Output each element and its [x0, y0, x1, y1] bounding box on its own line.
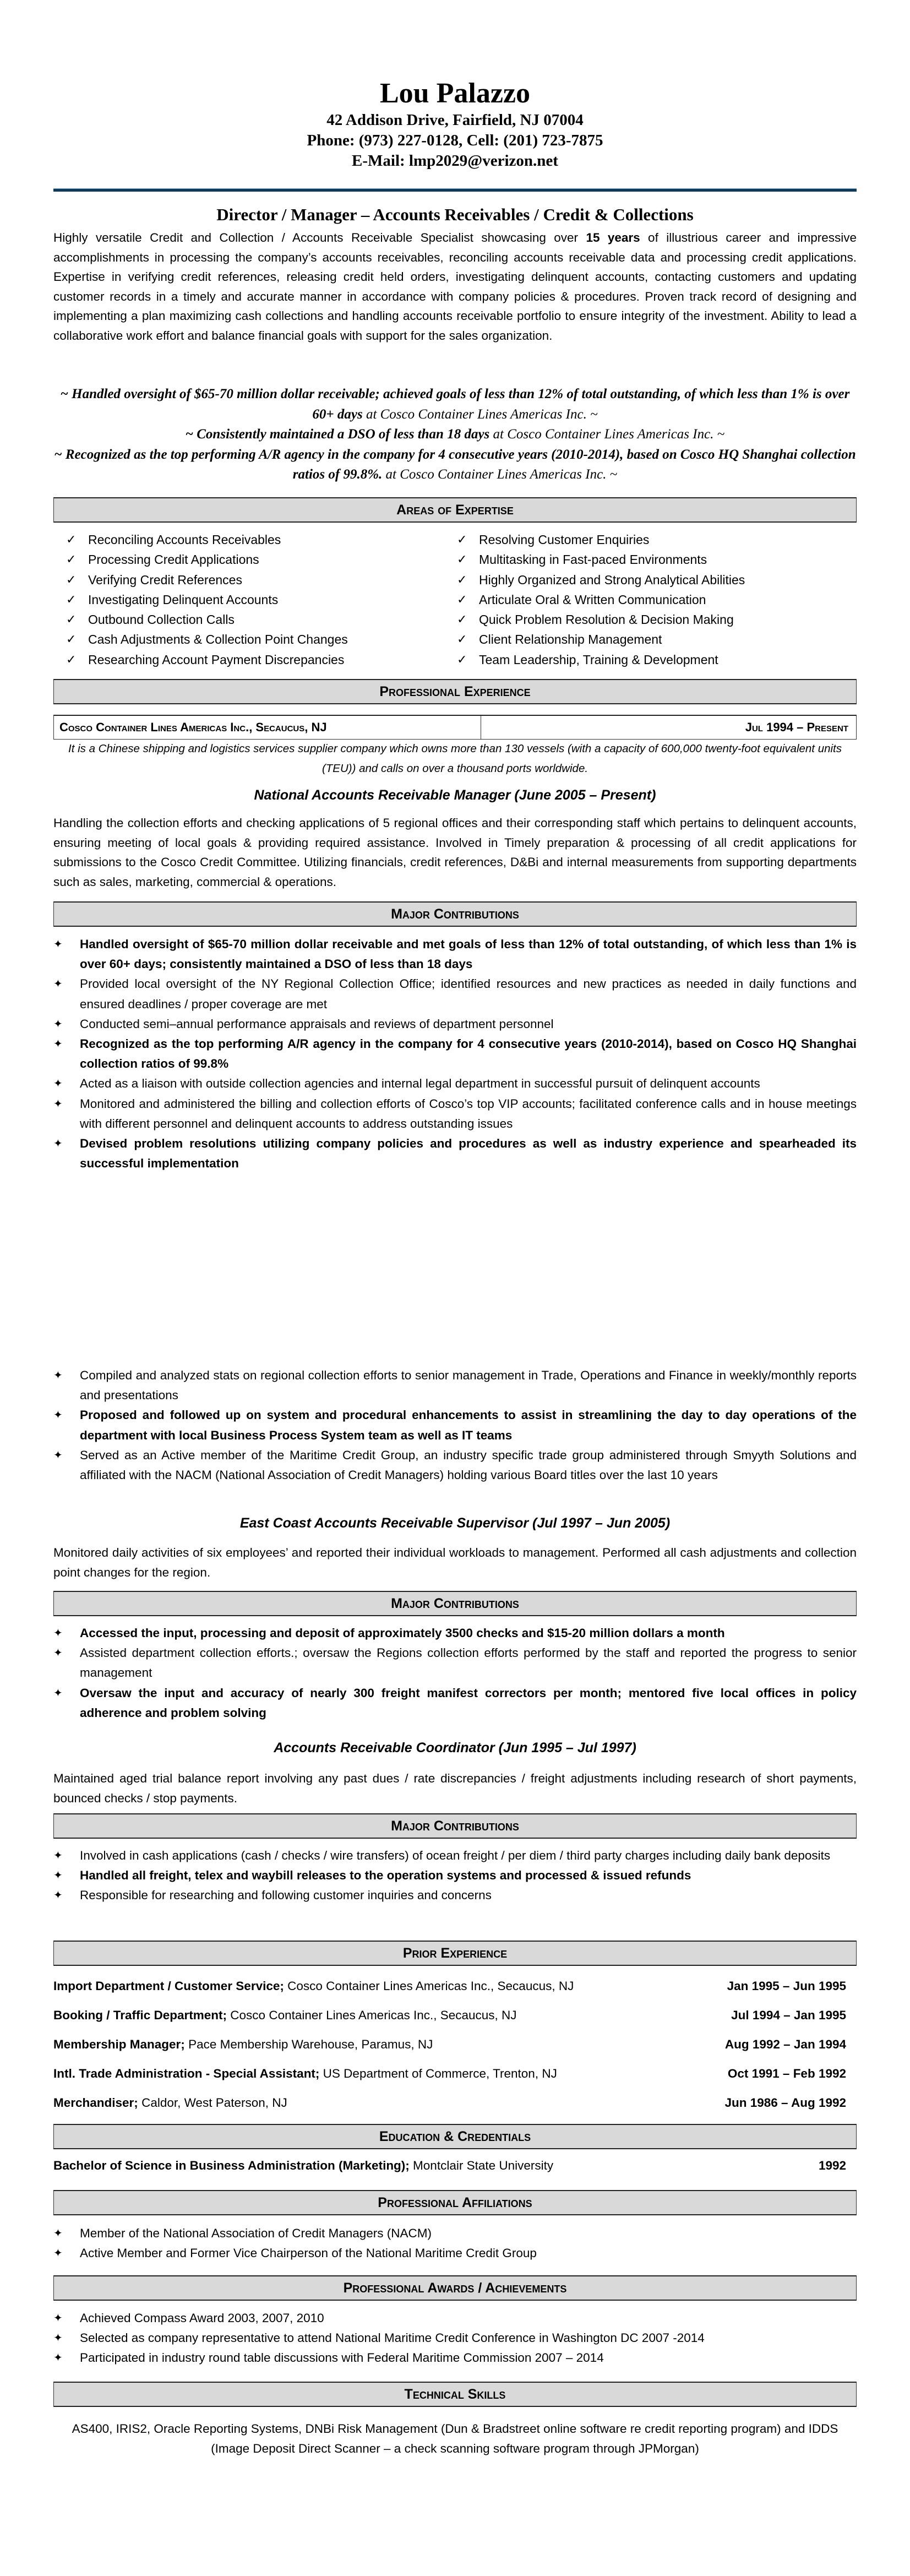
- summary-text-cont: of illustrious career and impressive accomplishments in processing the company’s accounts receivables, reconciling accounts receivable data and processing credit applications. Expertise in verifying credit references, releasing credit held orders, investigating delinquent accounts, contacting customers and updating customer records in a timely and accurate manner in accordance with company policies & procedures. Proven track record of designing and implementing a plan maximizing cash collections and handling accounts receivable portfolio to ensure integrity of the investment. Ability to lead a collaborative work effort and balance financial goals with support for the sales organization.: [53, 231, 857, 343]
- awards-list: [53, 2308, 857, 2368]
- contribution-item: [53, 1885, 857, 1905]
- award-text: Selected as company representative to attend National Maritime Credit Conference in Washington DC 2007 -2014: [80, 2331, 705, 2345]
- prior-org: Cosco Container Lines Americas Inc., Secaucus, NJ: [284, 1979, 574, 1993]
- star-bullet-icon: ✦: [53, 1409, 63, 1422]
- highlight-3: [53, 445, 857, 485]
- expertise-label: Reconciling Accounts Receivables: [88, 532, 281, 547]
- expertise-item: [66, 590, 457, 610]
- contribution-text: Compiled and analyzed stats on regional collection efforts to senior management in Trade, Operations and Finance in weekly/monthly reports and presentations: [80, 1368, 857, 1403]
- prior-role: Intl. Trade Administration - Special Assistant;: [53, 2067, 320, 2080]
- highlight-bold: ~ Handled oversight of $65-70 million dollar receivable; achieved goals of less than 12% of total outstanding, of which less than 1% is over 60+ days: [60, 387, 850, 422]
- summary-text: Highly versatile Credit and Collection / Accounts Receivable Specialist showcasing over: [53, 231, 586, 244]
- check-icon: ✓: [66, 532, 77, 546]
- expertise-item: [457, 629, 848, 649]
- graduation-year: 1992: [818, 2159, 846, 2172]
- expertise-item: [66, 570, 457, 590]
- highlight-1: [53, 384, 857, 425]
- contribution-text: Responsible for researching and following customer inquiries and concerns: [80, 1888, 492, 1903]
- role-summary-3: Maintained aged trial balance report involving any past dues / rate discrepancies / freight adjustments including research of short payments, bounced checks / stop payments.: [53, 1771, 857, 1805]
- section-header-major-contributions-2: Major Contributions: [53, 1591, 857, 1616]
- award-item: [53, 2348, 857, 2368]
- star-bullet-icon: ✦: [53, 2312, 63, 2324]
- contributions-list-3: [53, 1846, 857, 1906]
- contribution-item: [53, 934, 857, 974]
- contribution-item: [53, 974, 857, 1014]
- section-header-prior-experience: Prior Experience: [53, 1941, 857, 1966]
- section-header-major-contributions-3: Major Contributions: [53, 1813, 857, 1839]
- affiliation-text: Active Member and Former Vice Chairperson of the National Maritime Credit Group: [80, 2246, 537, 2260]
- contribution-text: Recognized as the top performing A/R agency in the company for 4 consecutive years (2010-2014), based on Cosco HQ Shanghai collection ratios of 99.8%: [80, 1037, 857, 1071]
- contribution-text: Monitored and administered the billing and collection efforts of Cosco’s top VIP accounts; facilitated conference calls and in house meetings with different personnel and delinquent accounts to address outstanding issues: [80, 1096, 857, 1131]
- prior-role: Membership Manager;: [53, 2037, 185, 2051]
- contribution-text: Devised problem resolutions utilizing company policies and procedures as well as industry experience and spearheaded its successful implementation: [80, 1137, 857, 1171]
- check-icon: ✓: [66, 592, 77, 606]
- affiliations-list: [53, 2224, 857, 2263]
- degree: Bachelor of Science in Business Administration (Marketing);: [53, 2159, 410, 2172]
- check-icon: ✓: [457, 532, 467, 546]
- prior-dates: Jul 1994 – Jan 1995: [731, 2008, 846, 2022]
- prior-role: Merchandiser;: [53, 2096, 138, 2110]
- expertise-item: [457, 530, 848, 550]
- prior-org: US Department of Commerce, Trenton, NJ: [319, 2067, 557, 2080]
- highlight-bold: ~ Consistently maintained a DSO of less than 18 days: [185, 427, 490, 442]
- prior-dates: Oct 1991 – Feb 1992: [727, 2067, 846, 2080]
- check-icon: ✓: [66, 552, 77, 567]
- affiliation-item: [53, 2243, 857, 2263]
- highlight-rest: at Cosco Container Lines Americas Inc. ~: [489, 427, 725, 442]
- contribution-item: [53, 1643, 857, 1683]
- prior-org: Pace Membership Warehouse, Paramus, NJ: [184, 2037, 433, 2051]
- star-bullet-icon: ✦: [53, 1097, 63, 1110]
- expertise-label: Researching Account Payment Discrepancies: [88, 652, 345, 667]
- contribution-item: [53, 1074, 857, 1094]
- prior-role-row: [53, 2030, 846, 2059]
- contribution-item: [53, 1014, 857, 1034]
- company-name: Cosco Container Lines Americas Inc., Secaucus, NJ: [54, 716, 481, 739]
- prior-role: Import Department / Customer Service;: [53, 1979, 284, 1993]
- check-icon: ✓: [66, 572, 77, 586]
- contribution-text: Handled oversight of $65-70 million dollar receivable and met goals of less than 12% of total outstanding, of which less than 1% is over 60+ days; consistently maintained a DSO of less than 18 days: [80, 937, 857, 971]
- expertise-label: Highly Organized and Strong Analytical Abilities: [479, 572, 745, 587]
- contribution-text: Oversaw the input and accuracy of nearly 300 freight manifest correctors per month; mentored five local offices in policy adherence and problem solving: [80, 1686, 857, 1720]
- star-bullet-icon: ✦: [53, 1850, 63, 1862]
- contribution-item: [53, 1366, 857, 1405]
- section-header-expertise: Areas of Expertise: [53, 497, 857, 523]
- star-bullet-icon: ✦: [53, 938, 63, 950]
- star-bullet-icon: ✦: [53, 978, 63, 991]
- prior-org: Cosco Container Lines Americas Inc., Secaucus, NJ: [227, 2008, 517, 2022]
- section-header-education: Education & Credentials: [53, 2124, 857, 2149]
- expertise-left-column: [66, 530, 457, 670]
- star-bullet-icon: ✦: [53, 1869, 63, 1882]
- contribution-text: Accessed the input, processing and deposit of approximately 3500 checks and $15-20 million dollars a month: [80, 1626, 725, 1640]
- company-description: It is a Chinese shipping and logistics services supplier company which owns more than 130 vessels (with a capacity of 600,000 twenty-foot equivalent units (TEU)) and calls on over a thousand ports worldwide.: [68, 742, 842, 775]
- expertise-item: [457, 570, 848, 590]
- contribution-item: [53, 1034, 857, 1074]
- prior-dates: Jan 1995 – Jun 1995: [727, 1979, 846, 1993]
- expertise-item: [457, 610, 848, 629]
- contributions-list-1a: [53, 934, 857, 1173]
- star-bullet-icon: ✦: [53, 1078, 63, 1090]
- prior-dates: Jun 1986 – Aug 1992: [724, 2096, 846, 2110]
- role-summary-1: Handling the collection efforts and checking applications of 5 regional offices and their corresponding staff which pertains to delinquent accounts, ensuring meeting of local goals & providing required assistance. Involved in Timely preparation & processing of all credit applications for submissions to the Cosco Credit Committee. Utilizing financials, credit references, D&Bi and internal measurements from supporting departments such as sales, marketing, commercial & operations.: [53, 816, 857, 889]
- contribution-text: Proposed and followed up on system and procedural enhancements to assist in streamlining the day to day operations of the department with local Business Process System team as well as IT teams: [80, 1408, 857, 1442]
- highlight-2: [53, 425, 857, 445]
- expertise-item: [66, 629, 457, 649]
- contributions-list-1b: [53, 1366, 857, 1485]
- award-item: [53, 2308, 857, 2328]
- star-bullet-icon: ✦: [53, 2247, 63, 2260]
- address: 42 Addison Drive, Fairfield, NJ 07004: [326, 111, 584, 129]
- prior-role-row: [53, 2088, 846, 2117]
- prior-dates: Aug 1992 – Jan 1994: [724, 2037, 846, 2051]
- school: Montclair State University: [409, 2159, 554, 2172]
- star-bullet-icon: ✦: [53, 1038, 63, 1051]
- summary-highlight: 15 years: [586, 231, 640, 244]
- expertise-label: Resolving Customer Enquiries: [479, 532, 650, 547]
- check-icon: ✓: [457, 652, 467, 666]
- contribution-item: [53, 1405, 857, 1445]
- candidate-name: Lou Palazzo: [380, 78, 530, 109]
- check-icon: ✓: [457, 552, 467, 567]
- star-bullet-icon: ✦: [53, 1627, 63, 1639]
- key-highlights: [53, 384, 857, 485]
- education-row: [53, 2159, 846, 2173]
- technical-skills-text: AS400, IRIS2, Oracle Reporting Systems, DNBi Risk Management (Dun & Bradstreet online software re credit reporting program) and IDDS (Image Deposit Direct Scanner – a check scanning software program through JPMorgan): [72, 2422, 838, 2455]
- expertise-item: [457, 550, 848, 569]
- expertise-item: [66, 550, 457, 569]
- section-header-technical-skills: Technical Skills: [53, 2382, 857, 2407]
- role-summary-2: Monitored daily activities of six employees’ and reported their individual workloads to management. Performed all cash adjustments and collection point changes for the region.: [53, 1546, 857, 1579]
- header-divider: [53, 188, 857, 192]
- expertise-item: [457, 650, 848, 670]
- email-line: E-Mail: lmp2029@verizon.net: [352, 152, 558, 170]
- contribution-item: [53, 1866, 857, 1885]
- role-title-2: East Coast Accounts Receivable Supervisor (Jul 1997 – Jun 2005): [239, 1515, 671, 1531]
- affiliation-item: [53, 2224, 857, 2243]
- contribution-item: [53, 1094, 857, 1134]
- phone-line: Phone: (973) 227-0128, Cell: (201) 723-7875: [307, 132, 603, 149]
- star-bullet-icon: ✦: [53, 1889, 63, 1902]
- star-bullet-icon: ✦: [53, 2352, 63, 2365]
- contributions-list-2: [53, 1623, 857, 1723]
- expertise-item: [457, 590, 848, 610]
- check-icon: ✓: [66, 632, 77, 646]
- contribution-item: [53, 1623, 857, 1643]
- prior-role: Booking / Traffic Department;: [53, 2008, 227, 2022]
- company-row: [53, 715, 857, 740]
- prior-role-row: [53, 1971, 846, 2001]
- check-icon: ✓: [66, 652, 77, 666]
- contribution-text: Assisted department collection efforts.; oversaw the Regions collection efforts performed by the staff and reported the progress to senior management: [80, 1646, 857, 1680]
- check-icon: ✓: [457, 572, 467, 586]
- expertise-label: Team Leadership, Training & Development: [479, 652, 718, 667]
- star-bullet-icon: ✦: [53, 1449, 63, 1461]
- contribution-item: [53, 1445, 857, 1485]
- section-header-affiliations: Professional Affiliations: [53, 2190, 857, 2215]
- prior-experience-list: [53, 1971, 846, 2117]
- expertise-right-column: [457, 530, 848, 670]
- expertise-label: Cash Adjustments & Collection Point Changes: [88, 632, 348, 647]
- expertise-label: Verifying Credit References: [88, 572, 242, 587]
- expertise-item: [66, 650, 457, 670]
- highlight-rest: at Cosco Container Lines Americas Inc. ~: [382, 467, 618, 482]
- section-header-major-contributions-1: Major Contributions: [53, 901, 857, 927]
- award-text: Participated in industry round table discussions with Federal Maritime Commission 2007 – 2014: [80, 2351, 604, 2365]
- highlight-bold: ~ Recognized as the top performing A/R agency in the company for 4 consecutive years (2010-2014), based on Cosco HQ Shanghai collection ratios of 99.8%.: [54, 447, 856, 482]
- expertise-label: Quick Problem Resolution & Decision Making: [479, 612, 734, 627]
- check-icon: ✓: [457, 612, 467, 627]
- role-title-1: National Accounts Receivable Manager (June 2005 – Present): [254, 787, 656, 803]
- headline: Director / Manager – Accounts Receivables / Credit & Collections: [216, 205, 694, 224]
- role-title-3: Accounts Receivable Coordinator (Jun 1995 – Jul 1997): [274, 1740, 636, 1756]
- expertise-item: [66, 530, 457, 550]
- star-bullet-icon: ✦: [53, 1138, 63, 1150]
- prior-org: Caldor, West Paterson, NJ: [138, 2096, 287, 2110]
- contribution-item: [53, 1683, 857, 1723]
- expertise-label: Articulate Oral & Written Communication: [479, 592, 706, 607]
- highlight-rest: at Cosco Container Lines Americas Inc. ~: [362, 406, 598, 422]
- star-bullet-icon: ✦: [53, 1369, 63, 1382]
- contribution-item: [53, 1134, 857, 1173]
- check-icon: ✓: [457, 632, 467, 646]
- expertise-item: [66, 610, 457, 629]
- expertise-list: [66, 530, 848, 670]
- section-header-experience: Professional Experience: [53, 679, 857, 704]
- check-icon: ✓: [66, 612, 77, 627]
- expertise-label: Processing Credit Applications: [88, 552, 259, 567]
- star-bullet-icon: ✦: [53, 1687, 63, 1699]
- affiliation-text: Member of the National Association of Credit Managers (NACM): [80, 2226, 432, 2240]
- contribution-text: Acted as a liaison with outside collection agencies and internal legal department in successful pursuit of delinquent accounts: [80, 1077, 760, 1091]
- company-dates: Jul 1994 – Present: [745, 720, 848, 734]
- profile-summary: [53, 228, 857, 345]
- star-bullet-icon: ✦: [53, 1647, 63, 1660]
- check-icon: ✓: [457, 592, 467, 606]
- contribution-text: Conducted semi–annual performance appraisals and reviews of department personnel: [80, 1017, 554, 1031]
- star-bullet-icon: ✦: [53, 1018, 63, 1030]
- section-header-awards: Professional Awards / Achievements: [53, 2275, 857, 2301]
- expertise-label: Client Relationship Management: [479, 632, 662, 647]
- resume-header: [53, 77, 857, 171]
- award-text: Achieved Compass Award 2003, 2007, 2010: [80, 2311, 324, 2325]
- contribution-item: [53, 1846, 857, 1866]
- prior-role-row: [53, 2001, 846, 2030]
- award-item: [53, 2328, 857, 2348]
- prior-role-row: [53, 2059, 846, 2088]
- star-bullet-icon: ✦: [53, 2227, 63, 2240]
- contribution-text: Involved in cash applications (cash / checks / wire transfers) of ocean freight / per diem / third party charges including daily bank deposits: [80, 1849, 831, 1862]
- contribution-text: Handled all freight, telex and waybill releases to the operation systems and processed & issued refunds: [80, 1868, 691, 1883]
- star-bullet-icon: ✦: [53, 2332, 63, 2345]
- expertise-label: Multitasking in Fast-paced Environments: [479, 552, 707, 567]
- expertise-label: Investigating Delinquent Accounts: [88, 592, 279, 607]
- contribution-text: Served as an Active member of the Maritime Credit Group, an industry specific trade group administered through Smyyth Solutions and affiliated with the NACM (National Association of Credit Managers) holding various Board titles over the last 10 years: [80, 1448, 857, 1482]
- expertise-label: Outbound Collection Calls: [88, 612, 235, 627]
- contribution-text: Provided local oversight of the NY Regional Collection Office; identified resources and new practices as needed in daily functions and ensured deadlines / proper coverage are met: [80, 977, 857, 1011]
